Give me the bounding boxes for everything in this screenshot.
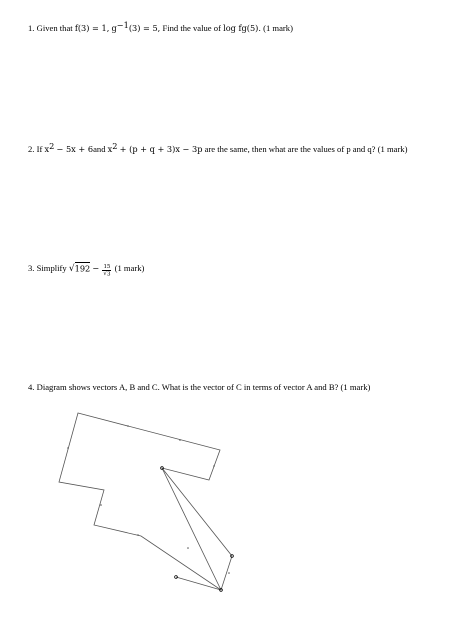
q1-mark: (1 mark)	[263, 23, 293, 33]
segment-tick-5	[187, 547, 189, 549]
q4-mark: (1 mark)	[340, 382, 371, 392]
q3-frac-root-sign: √	[103, 271, 107, 277]
q3-minus: −	[92, 263, 100, 273]
q4-text: Diagram shows vectors A, B and C. What is the vector of C in terms of vector A and B?	[36, 382, 339, 392]
q1-g: g	[111, 23, 117, 33]
segment-tick-6	[100, 504, 102, 506]
vector-line-1	[162, 468, 221, 590]
q3-mark: (1 mark)	[114, 263, 145, 273]
segment-tick-1	[127, 425, 129, 427]
q2-rest: are the same, then what are the values of p and q?	[204, 144, 376, 154]
q2-exp1: 2	[49, 141, 55, 151]
q2-exp2: 2	[112, 141, 118, 151]
q1-inverse-exp: −1	[116, 20, 129, 30]
q4-number: 4.	[28, 382, 35, 392]
q3-frac-radicand: 3	[106, 271, 111, 277]
q2-lead: If	[36, 144, 43, 154]
q1-expr: log fg(5).	[223, 23, 261, 33]
q3-lead: Simplify	[36, 263, 67, 273]
q1-lead: Given that	[36, 23, 73, 33]
segment-tick-4	[137, 534, 139, 536]
segment-tick-3	[213, 465, 215, 467]
q3-frac-numerator: 15	[103, 264, 111, 270]
segment-tick-7	[67, 447, 69, 449]
q2-and: and	[93, 144, 106, 154]
q3-radicand: 192	[74, 263, 91, 273]
q1-number: 1.	[28, 23, 35, 33]
q2-x1: x	[44, 144, 50, 154]
q1-mid: Find the value of	[162, 23, 221, 33]
q2-mark: (1 mark)	[377, 144, 408, 154]
q2-term2: + (p + q + 3)x − 3p	[119, 144, 203, 154]
q2-x2: x	[107, 144, 113, 154]
q2-number: 2.	[28, 144, 35, 154]
q1-eq1: f(3) = 1,	[74, 23, 110, 33]
q2-term1: − 5x + 6	[56, 144, 94, 154]
segment-tick-2	[179, 439, 181, 441]
diagram-outline	[59, 413, 232, 590]
q3-number: 3.	[28, 263, 35, 273]
segment-tick-8	[228, 572, 230, 574]
vector-line-2	[176, 577, 221, 590]
q1-eq2: (3) = 5,	[128, 23, 161, 33]
q3-root-sign: √	[68, 264, 75, 274]
